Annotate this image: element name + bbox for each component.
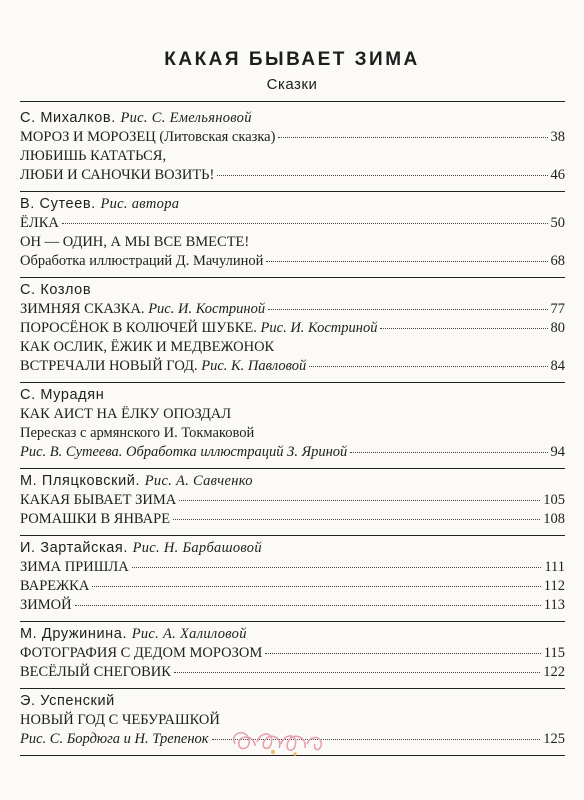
author-name: И. Зартайская. [20,540,128,556]
illustrator-credit: Рис. автора [100,196,180,212]
author-line [20,386,565,405]
toc-section-suteev [20,192,565,278]
toc-entry[interactable] [20,252,565,271]
entry-page: 94 [550,444,565,460]
toc-entry[interactable] [20,319,565,338]
entry-page: 46 [550,167,565,183]
author-line [20,692,565,711]
entry-page: 105 [543,492,565,508]
entry-title: ПОРОСЁНОК В КОЛЮЧЕЙ ШУБКЕ. [20,320,257,336]
toc-section-zartayskaya [20,536,565,622]
entry-page: 84 [550,358,565,374]
dot-leader [309,366,547,367]
entry-title: ЗИМНЯЯ СКАЗКА. [20,301,145,317]
entry-page: 112 [543,578,565,594]
toc-entry[interactable] [20,166,565,185]
table-of-contents [20,106,565,756]
entry-title: ЛЮБИШЬ КАТАТЬСЯ, [20,148,167,164]
dot-leader [75,605,541,606]
entry-illustrator: Рис. С. Бордюга и Н. Трепенок [20,731,209,747]
entry-illustrator: Рис. И. Костриной [148,301,266,317]
entry-title: ВСТРЕЧАЛИ НОВЫЙ ГОД. [20,358,198,374]
author-name: С. Козлов [20,282,92,298]
entry-title: НОВЫЙ ГОД С ЧЕБУРАШКОЙ [20,712,220,728]
dot-leader [380,328,547,329]
entry-illustrator: Рис. В. Сутеева. Обработка иллюстраций З. Яриной [20,444,348,460]
author-name: М. Дружинина. [20,626,128,642]
entry-title: РОМАШКИ В ЯНВАРЕ [20,511,171,527]
entry-page: 111 [544,559,565,575]
toc-entry[interactable] [20,644,565,663]
entry-page: 68 [550,253,565,269]
toc-entry[interactable] [20,577,565,596]
author-line [20,472,565,491]
dot-leader [179,500,540,501]
author-line [20,625,565,644]
dot-leader [174,672,540,673]
entry-page: 125 [543,731,565,747]
dot-leader [92,586,540,587]
toc-entry[interactable] [20,300,565,319]
entry-title-group [20,300,265,319]
entry-page: 115 [543,645,565,661]
entry-page: 80 [550,320,565,336]
entry-illustrator: Рис. И. Костриной [260,320,378,336]
entry-page: 108 [543,511,565,527]
dot-leader [268,309,547,310]
toc-entry[interactable] [20,443,565,462]
entry-title: ЁЛКА [20,215,59,231]
entry-title: КАКАЯ БЫВАЕТ ЗИМА [20,492,177,508]
toc-section-plyatskovsky [20,469,565,536]
page-title: КАКАЯ БЫВАЕТ ЗИМА [164,49,420,70]
entry-title: ОН — ОДИН, А МЫ ВСЕ ВМЕСТЕ! [20,234,250,250]
illustrator-credit: Рис. С. Емельяновой [120,110,252,126]
author-name: С. Михалков. [20,110,116,126]
author-line [20,195,565,214]
author-name: М. Пляцковский. [20,473,141,489]
toc-entry[interactable] [20,214,565,233]
toc-section-muradyan [20,383,565,469]
entry-page: 113 [543,597,565,613]
author-line [20,539,565,558]
dot-leader [278,137,547,138]
entry-page: 122 [543,664,565,680]
dot-leader [265,653,541,654]
dot-leader [350,452,547,453]
entry-title: КАК АИСТ НА ЁЛКУ ОПОЗДАЛ [20,406,232,422]
entry-title: ЛЮБИ И САНОЧКИ ВОЗИТЬ! [20,167,215,183]
toc-section-mikhalkov [20,106,565,192]
entry-title: ВЕСЁЛЫЙ СНЕГОВИК [20,664,171,680]
dot-leader [132,567,542,568]
illustrator-credit: Рис. Н. Барбашовой [132,540,262,556]
toc-entry[interactable] [20,558,565,577]
translator-credit: Пересказ с армянского И. Токмаковой [20,425,255,441]
illustrator-credit: Рис. А. Савченко [144,473,253,489]
entry-title: ЗИМОЙ [20,597,72,613]
page-subtitle: Сказки [266,76,318,93]
toc-entry[interactable] [20,510,565,529]
toc-entry[interactable] [20,491,565,510]
author-line [20,281,565,300]
toc-section-kozlov [20,278,565,383]
entry-illustrator: Рис. К. Павловой [201,358,307,374]
author-name: В. Сутеев. [20,196,96,212]
entry-title: КАК ОСЛИК, ЁЖИК И МЕДВЕЖОНОК [20,339,275,355]
author-name: С. Мурадян [20,387,105,403]
entry-title: ЗИМА ПРИШЛА [20,559,129,575]
dot-leader [217,175,547,176]
author-name: Э. Успенский [20,693,115,709]
entry-title: Обработка иллюстраций Д. Мачулиной [20,253,264,269]
toc-entry[interactable] [20,357,565,376]
top-rule [20,101,565,102]
entry-title: МОРОЗ И МОРОЗЕЦ (Литовская сказка) [20,129,276,145]
toc-section-druzhinina [20,622,565,689]
entry-title-group [20,319,377,338]
entry-page: 50 [550,215,565,231]
toc-entry[interactable] [20,596,565,615]
dot-leader [62,223,548,224]
author-line [20,109,565,128]
illustrator-credit: Рис. А. Халиловой [131,626,247,642]
toc-entry[interactable] [20,128,565,147]
entry-title: ФОТОГРАФИЯ С ДЕДОМ МОРОЗОМ [20,645,263,661]
dot-leader [266,261,547,262]
decorative-swirl-icon [225,722,335,762]
entry-page: 77 [550,301,565,317]
dot-leader [173,519,540,520]
toc-entry[interactable] [20,663,565,682]
entry-title-group [20,357,306,376]
entry-page: 38 [550,129,565,145]
entry-title: ВАРЕЖКА [20,578,90,594]
